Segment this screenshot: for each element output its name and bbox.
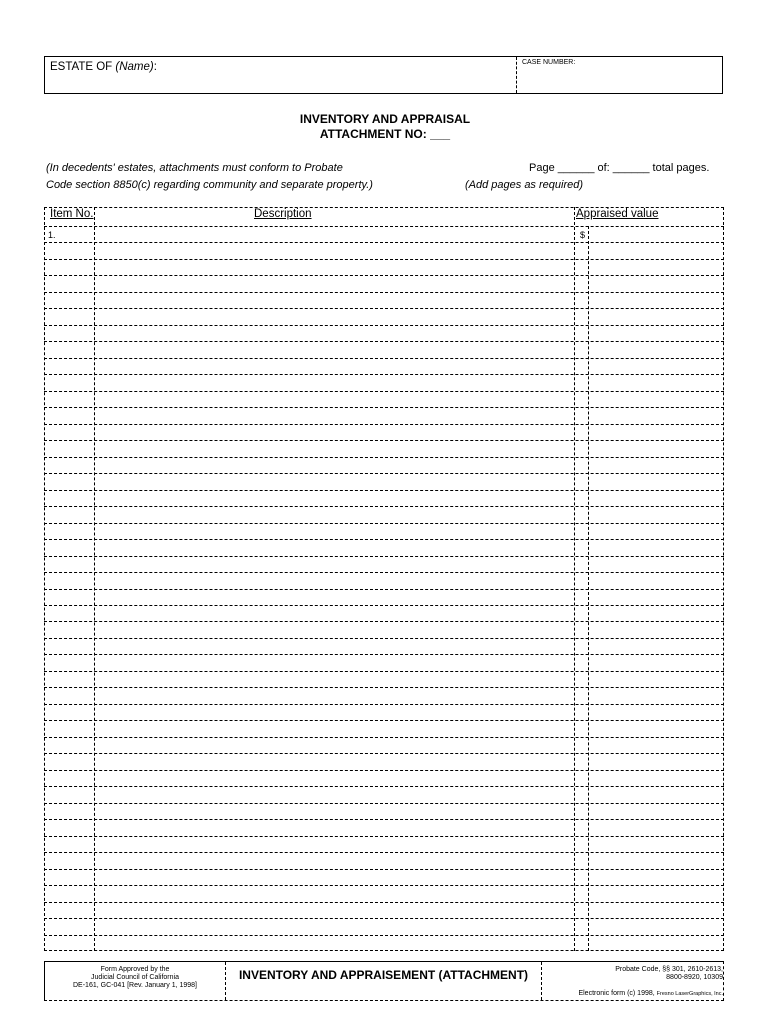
table-row[interactable] (44, 836, 724, 837)
table-row[interactable] (44, 341, 724, 342)
column-divider-item (94, 207, 95, 951)
table-row[interactable] (44, 374, 724, 375)
approval-line-2: Judicial Council of California (91, 974, 179, 981)
electronic-form-credit (543, 990, 723, 997)
table-row[interactable] (44, 753, 724, 754)
column-header-description: Description (254, 208, 312, 220)
instruction-line-1: (In decedents' estates, attachments must conform to Probate (46, 162, 343, 174)
table-row[interactable] (44, 671, 724, 672)
electronic-prefix: Electronic form (c) 1998, (578, 990, 657, 997)
table-row[interactable] (44, 424, 724, 425)
table-row[interactable] (44, 292, 724, 293)
table-row[interactable] (44, 737, 724, 738)
inventory-table (44, 207, 724, 951)
table-row[interactable] (44, 803, 724, 804)
table-row[interactable] (44, 786, 724, 787)
table-row[interactable] (44, 440, 724, 441)
estate-name-field[interactable] (50, 61, 157, 73)
table-row[interactable] (44, 869, 724, 870)
table-row[interactable] (44, 226, 724, 227)
table-row[interactable] (44, 506, 724, 507)
attachment-number-field[interactable]: ATTACHMENT NO: ___ (319, 127, 451, 141)
item-number-1[interactable]: 1. (48, 230, 56, 240)
table-row[interactable] (44, 325, 724, 326)
code-line-1: Probate Code, §§ 301, 2610-2613, (615, 966, 723, 973)
table-row[interactable] (44, 358, 724, 359)
table-row[interactable] (44, 275, 724, 276)
table-row[interactable] (44, 720, 724, 721)
table-row[interactable] (44, 391, 724, 392)
code-line-2: 8800-8920, 10309 (666, 974, 723, 981)
footer-form-title: INVENTORY AND APPRAISEMENT (ATTACHMENT) (238, 968, 529, 982)
form-approval-block (46, 966, 224, 990)
table-row[interactable] (44, 654, 724, 655)
approval-line-1: Form Approved by the (100, 966, 170, 973)
header-divider (516, 57, 517, 93)
table-row[interactable] (44, 308, 724, 309)
column-header-appraised-value: Appraised value (576, 208, 659, 220)
electronic-vendor: Fresno LaserGraphics, Inc. (656, 991, 723, 997)
table-row[interactable] (44, 918, 724, 919)
page-title (0, 112, 770, 142)
table-row[interactable] (44, 473, 724, 474)
column-header-item-no: Item No. (50, 208, 94, 220)
table-row[interactable] (44, 490, 724, 491)
probate-code-block (543, 966, 723, 982)
approval-line-3: DE-161, GC-041 [Rev. January 1, 1998] (73, 982, 197, 989)
table-row[interactable] (44, 935, 724, 936)
table-row[interactable] (44, 621, 724, 622)
table-row[interactable] (44, 539, 724, 540)
table-row[interactable] (44, 770, 724, 771)
table-row[interactable] (44, 902, 724, 903)
table-row[interactable] (44, 687, 724, 688)
table-row[interactable] (44, 259, 724, 260)
column-divider-description (574, 207, 575, 951)
table-row[interactable] (44, 852, 724, 853)
table-row[interactable] (44, 885, 724, 886)
table-row[interactable] (44, 556, 724, 557)
estate-prefix: ESTATE OF (50, 61, 116, 73)
estate-suffix: : (153, 61, 157, 73)
footer-divider-right (541, 962, 542, 1000)
case-number-field[interactable]: CASE NUMBER: (522, 59, 576, 66)
table-row[interactable] (44, 704, 724, 705)
table-row[interactable] (44, 638, 724, 639)
table-row[interactable] (44, 242, 724, 243)
table-row[interactable] (44, 819, 724, 820)
title-line-1: INVENTORY AND APPRAISAL (299, 112, 471, 126)
instruction-line-2: Code section 8850(c) regarding community and separate property.) (46, 179, 373, 191)
table-row[interactable] (44, 457, 724, 458)
table-row[interactable] (44, 523, 724, 524)
table-row[interactable] (44, 572, 724, 573)
table-row[interactable] (44, 407, 724, 408)
currency-symbol: $ (580, 230, 586, 240)
page-count-field[interactable]: Page ______ of: ______ total pages. (529, 162, 710, 174)
estate-name-hint: (Name) (115, 61, 154, 73)
add-pages-note: (Add pages as required) (465, 179, 584, 191)
table-row[interactable] (44, 589, 724, 590)
table-row[interactable] (44, 605, 724, 606)
